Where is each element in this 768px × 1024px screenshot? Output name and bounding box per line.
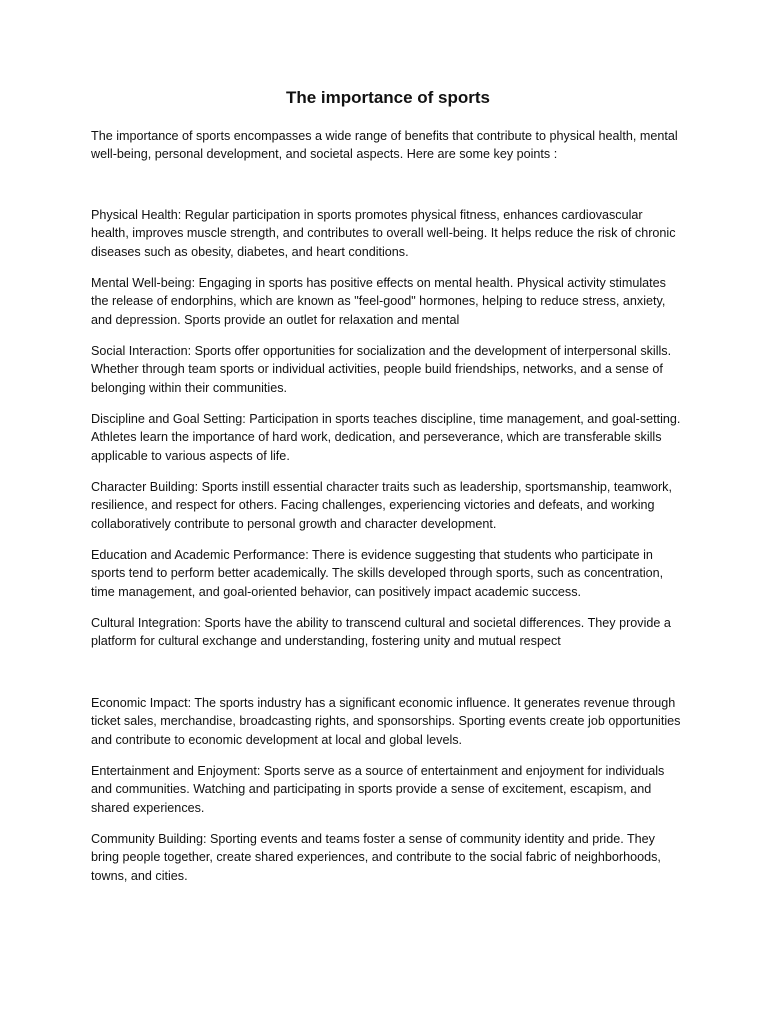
paragraph-economic-impact: Economic Impact: The sports industry has a significant economic influence. It generates revenue through ticket sales, merchandise, broadcasting rights, and sponsorships. Sporting events create job opportunities and contribute to economic development at local and global levels. — [91, 695, 681, 747]
paragraph-discipline-goal-setting: Discipline and Goal Setting: Participation in sports teaches discipline, time management, and goal-setting. Athletes learn the importance of hard work, dedication, and perseverance, which are transferable skills applicable to various aspects of life. — [91, 411, 681, 463]
intro-paragraph: The importance of sports encompasses a wide range of benefits that contribute to physical health, mental well-being, personal development, and societal aspects. Here are some key points : — [91, 129, 678, 162]
document-title: The importance of sports — [285, 88, 491, 107]
paragraph-social-interaction: Social Interaction: Sports offer opportunities for socialization and the development of interpersonal skills. Whether through team sports or individual activities, people build friendships, networks, and a sense of belonging within their communities. — [91, 343, 672, 395]
paragraph-community-building: Community Building: Sporting events and teams foster a sense of community identity and pride. They bring people together, create shared experiences, and contribute to the social fabric of neighborhoods, towns, and cities. — [91, 831, 661, 883]
paragraph-entertainment-enjoyment: Entertainment and Enjoyment: Sports serve as a source of entertainment and enjoyment for individuals and communities. Watching and participating in sports provide a sense of excitement, escapism, and shared experiences. — [91, 763, 665, 815]
paragraph-physical-health: Physical Health: Regular participation in sports promotes physical fitness, enhances cardiovascular health, improves muscle strength, and contributes to overall well-being. It helps reduce the risk of chronic diseases such as obesity, diabetes, and heart conditions. — [91, 207, 676, 259]
paragraph-mental-well-being: Mental Well-being: Engaging in sports has positive effects on mental health. Physical activity stimulates the release of endorphins, which are known as "feel-good" hormones, helping to reduce stress, anxiety, and depression. Sports provide an outlet for relaxation and mental — [91, 275, 666, 327]
document-page — [91, 86, 681, 898]
paragraph-character-building: Character Building: Sports instill essential character traits such as leadership, sportsmanship, teamwork, resilience, and respect for others. Facing challenges, experiencing victories and defeats, and working collaboratively contribute to personal growth and character development. — [91, 479, 672, 531]
paragraph-education-academic: Education and Academic Performance: There is evidence suggesting that students who participate in sports tend to perform better academically. The skills developed through sports, such as concentration, time management, and goal-oriented behavior, can positively impact academic success. — [91, 547, 664, 599]
paragraph-cultural-integration: Cultural Integration: Sports have the ability to transcend cultural and societal differences. They provide a platform for cultural exchange and understanding, fostering unity and mutual respect — [91, 615, 671, 649]
